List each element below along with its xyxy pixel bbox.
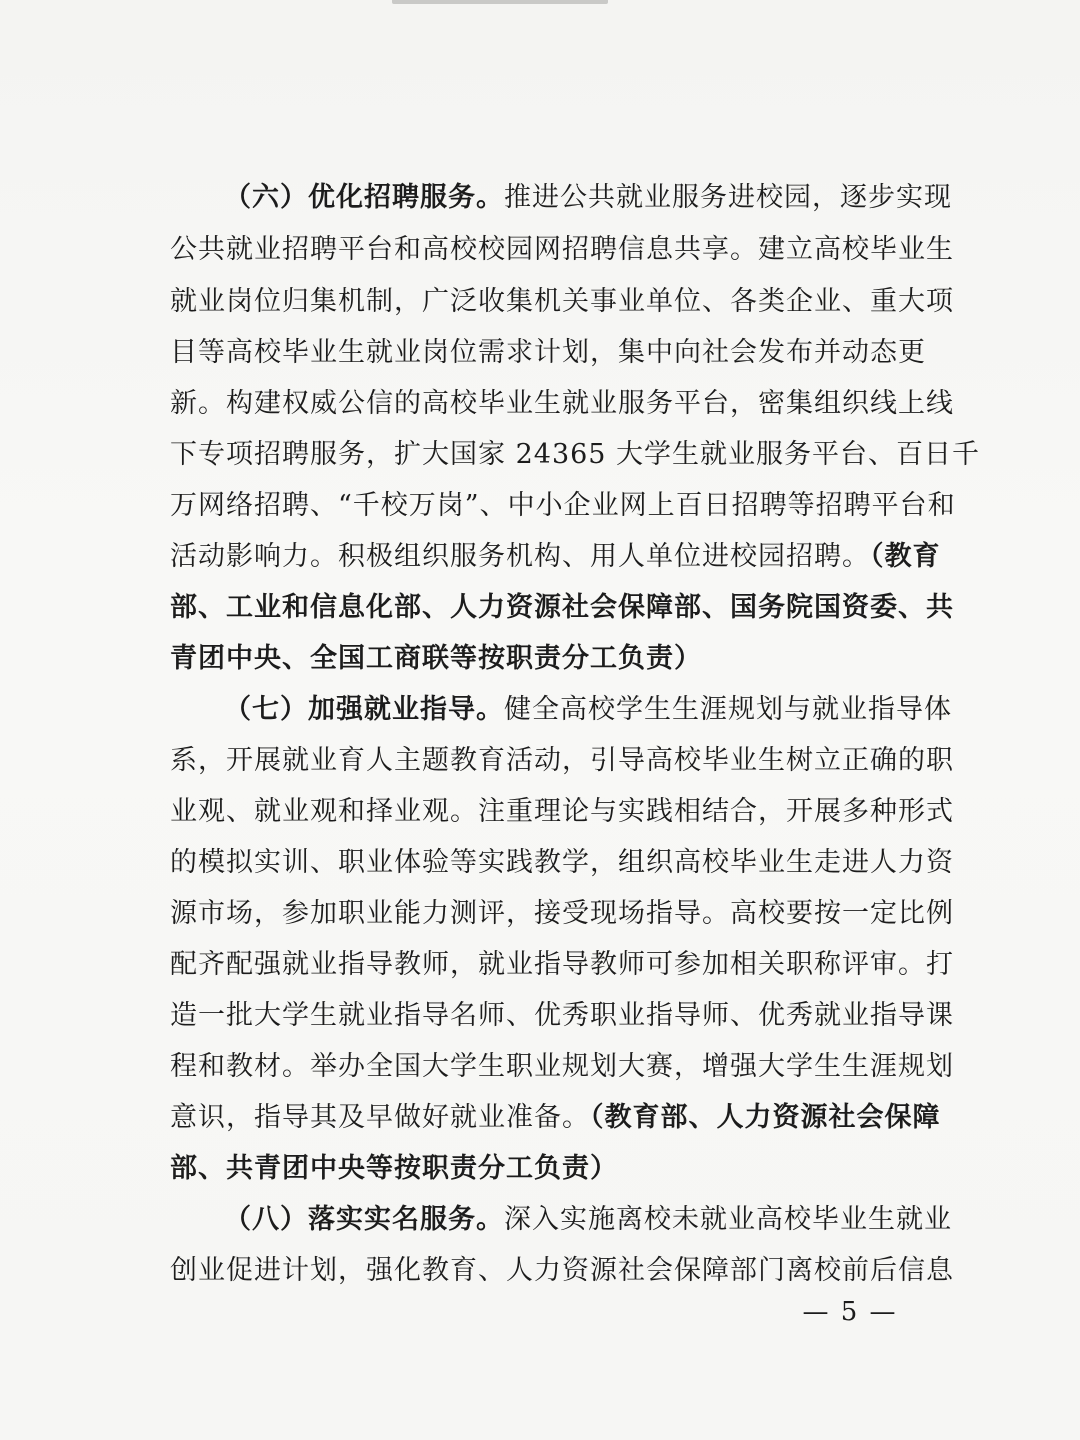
section-6-line-8 xyxy=(170,537,941,577)
section-6-line-7: 万网络招聘、“千校万岗”、中小企业网上百日招聘等招聘平台和 xyxy=(170,490,956,521)
paragraph-text: 意识，指导其及早做好就业准备。 xyxy=(170,1102,590,1133)
section-heading: （八）落实实名服务。 xyxy=(224,1204,504,1235)
section-6-line-5: 新。构建权威公信的高校毕业生就业服务平台，密集组织线上线 xyxy=(170,388,954,419)
section-7-line-10: 部、共青团中央等按职责分工负责） xyxy=(170,1153,618,1184)
section-8-line-1 xyxy=(224,1200,952,1240)
responsible-agencies: （教育 xyxy=(870,541,941,572)
section-8-line-2: 创业促进计划，强化教育、人力资源社会保障部门离校前后信息 xyxy=(170,1255,954,1286)
section-6-line-1 xyxy=(224,178,952,218)
paragraph-text: 推进公共就业服务进校园，逐步实现 xyxy=(504,182,952,213)
section-7-line-2: 系，开展就业育人主题教育活动，引导高校毕业生树立正确的职 xyxy=(170,745,954,776)
section-6-line-3: 就业岗位归集机制，广泛收集机关事业单位、各类企业、重大项 xyxy=(170,286,954,317)
section-6-line-6: 下专项招聘服务，扩大国家 24365 大学生就业服务平台、百日千 xyxy=(170,439,981,470)
section-heading: （七）加强就业指导。 xyxy=(224,694,504,725)
scan-edge-mark xyxy=(392,0,608,4)
section-6-line-10: 青团中央、全国工商联等按职责分工负责） xyxy=(170,643,702,674)
paragraph-text: 深入实施离校未就业高校毕业生就业 xyxy=(504,1204,952,1235)
section-6-line-2: 公共就业招聘平台和高校校园网招聘信息共享。建立高校毕业生 xyxy=(170,234,954,265)
responsible-agencies: （教育部、人力资源社会保障 xyxy=(590,1102,941,1133)
paragraph-text: 健全高校学生生涯规划与就业指导体 xyxy=(504,694,952,725)
paragraph-text: 活动影响力。积极组织服务机构、用人单位进校园招聘。 xyxy=(170,541,870,572)
section-7-line-3: 业观、就业观和择业观。注重理论与实践相结合，开展多种形式 xyxy=(170,796,954,827)
section-6-line-9: 部、工业和信息化部、人力资源社会保障部、国务院国资委、共 xyxy=(170,592,954,623)
section-7-line-5: 源市场，参加职业能力测评，接受现场指导。高校要按一定比例 xyxy=(170,898,954,929)
page-number: — 5 — xyxy=(802,1297,898,1327)
section-7-line-7: 造一批大学生就业指导名师、优秀职业指导师、优秀就业指导课 xyxy=(170,1000,954,1031)
section-7-line-9 xyxy=(170,1098,941,1138)
section-7-line-6: 配齐配强就业指导教师，就业指导教师可参加相关职称评审。打 xyxy=(170,949,954,980)
section-7-line-8: 程和教材。举办全国大学生职业规划大赛，增强大学生生涯规划 xyxy=(170,1051,954,1082)
section-6-line-4: 目等高校毕业生就业岗位需求计划，集中向社会发布并动态更 xyxy=(170,337,926,368)
section-heading: （六）优化招聘服务。 xyxy=(224,182,504,213)
section-7-line-1 xyxy=(224,690,952,730)
section-7-line-4: 的模拟实训、职业体验等实践教学，组织高校毕业生走进人力资 xyxy=(170,847,954,878)
